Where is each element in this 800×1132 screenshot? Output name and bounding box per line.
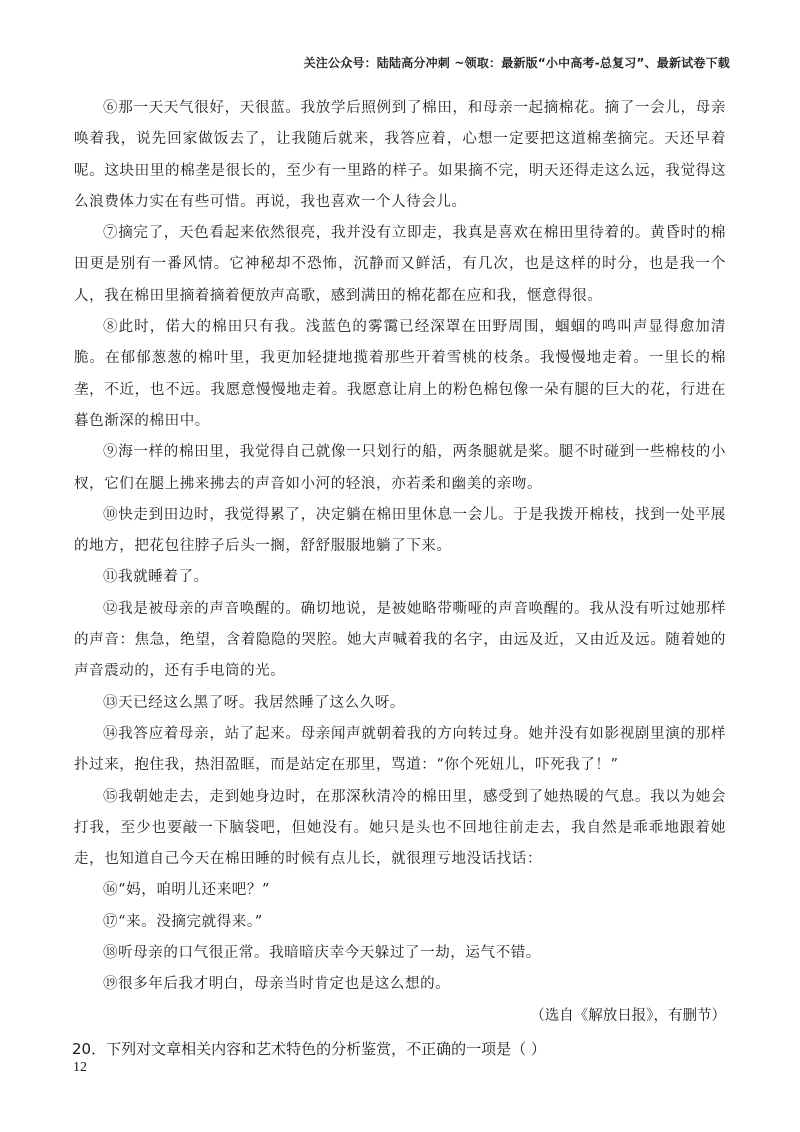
page-number: 12 [73, 1060, 87, 1075]
paragraph-14: ⑭我答应着母亲，站了起来。母亲闻声就朝着我的方向转过身。她并没有如影视剧里演的那样扑过来，抱住我，热泪盈眶，而是站定在那里，骂道：“你个死妞儿，吓死我了！” [74, 725, 726, 774]
paragraph-11: ⑪我就睡着了。 [103, 569, 209, 586]
paragraph-8: ⑧此时，偌大的棉田只有我。浅蓝色的雾霭已经深罩在田野周围，蝈蝈的鸣叫声显得愈加清脆。在郁郁葱葱的棉叶里，我更加轻捷地揽着那些开着雪桃的枝条。我慢慢地走着。一里长的棉垄，不近，也不远。我愿意慢慢地走着。我愿意让肩上的粉色棉包像一朵有腿的巨大的花，行进在暮色渐深的棉田中。 [74, 319, 726, 429]
paragraph-15: ⑮我朝她走去，走到她身边时，在那深秋清冷的棉田里，感受到了她热暖的气息。我以为她会打我，至少也要敲一下脑袋吧，但她没有。她只是头也不回地往前走去，我自然是乖乖地跟着她走，也知道自己今天在棉田睡的时候有点儿长，就很理亏地没话找话： [74, 788, 726, 868]
paragraph-18: ⑱听母亲的口气很正常。我暗暗庆幸今天躲过了一劫，运气不错。 [103, 945, 541, 962]
question-20: 20．下列对文章相关内容和艺术特色的分析鉴赏，不正确的一项是（ ） [72, 1039, 546, 1058]
paragraph-12: ⑫我是被母亲的声音唤醒的。确切地说，是被她略带嘶哑的声音唤醒的。我从没有听过她那样的声音：焦急，绝望，含着隐隐的哭腔。她大声喊着我的名字，由远及近，又由近及远。随着她的声音震动的，还有手电筒的光。 [74, 600, 726, 680]
paragraph-16: ⑯“妈，咱明儿还来吧？” [103, 882, 271, 899]
paragraph-17: ⑰“来。没摘完就得来。” [103, 913, 263, 930]
paragraph-6: ⑥那一天天气很好，天很蓝。我放学后照例到了棉田，和母亲一起摘棉花。摘了一会儿，母亲唤着我，说先回家做饭去了，让我随后就来，我答应着，心想一定要把这道棉垄摘完。天还早着呢。这块田里的棉垄是很长的，至少有一里路的样子。如果摘不完，明天还得走这么远，我觉得这么浪费体力实在有些可惜。再说，我也喜欢一个人待会儿。 [74, 100, 726, 210]
article-body [74, 93, 726, 1065]
paragraph-9: ⑨海一样的棉田里，我觉得自己就像一只划行的船，两条腿就是桨。腿不时碰到一些棉枝的小杈，它们在腿上拂来拂去的声音如小河的轻浪，亦若柔和幽美的亲吻。 [74, 444, 726, 492]
paragraph-13: ⑬天已经这么黑了呀。我居然睡了这么久呀。 [103, 694, 405, 711]
paragraph-7: ⑦摘完了，天色看起来依然很亮，我并没有立即走，我真是喜欢在棉田里待着的。黄昏时的棉田更是别有一番风情。它神秘却不恐怖，沉静而又鲜活，有几次，也是这样的时分，也是我一个人，我在棉田里摘着摘着便放声高歌，感到满田的棉花都在应和我，惬意得很。 [74, 225, 726, 304]
paragraph-19: ⑲很多年后我才明白，母亲当时肯定也是这么想的。 [103, 976, 451, 993]
source-citation: （选自《解放日报》，有删节） [530, 1007, 726, 1024]
paragraph-10: ⑩快走到田边时，我觉得累了，决定躺在棉田里休息一会儿。于是我拨开棉枝，找到一处平展的地方，把花包往脖子后头一搁，舒舒服服地躺了下来。 [74, 506, 726, 555]
page-header: 关注公众号：陆陆高分冲刺 ~领取：最新版“小中高考-总复习”、最新试卷下载 [303, 56, 730, 70]
